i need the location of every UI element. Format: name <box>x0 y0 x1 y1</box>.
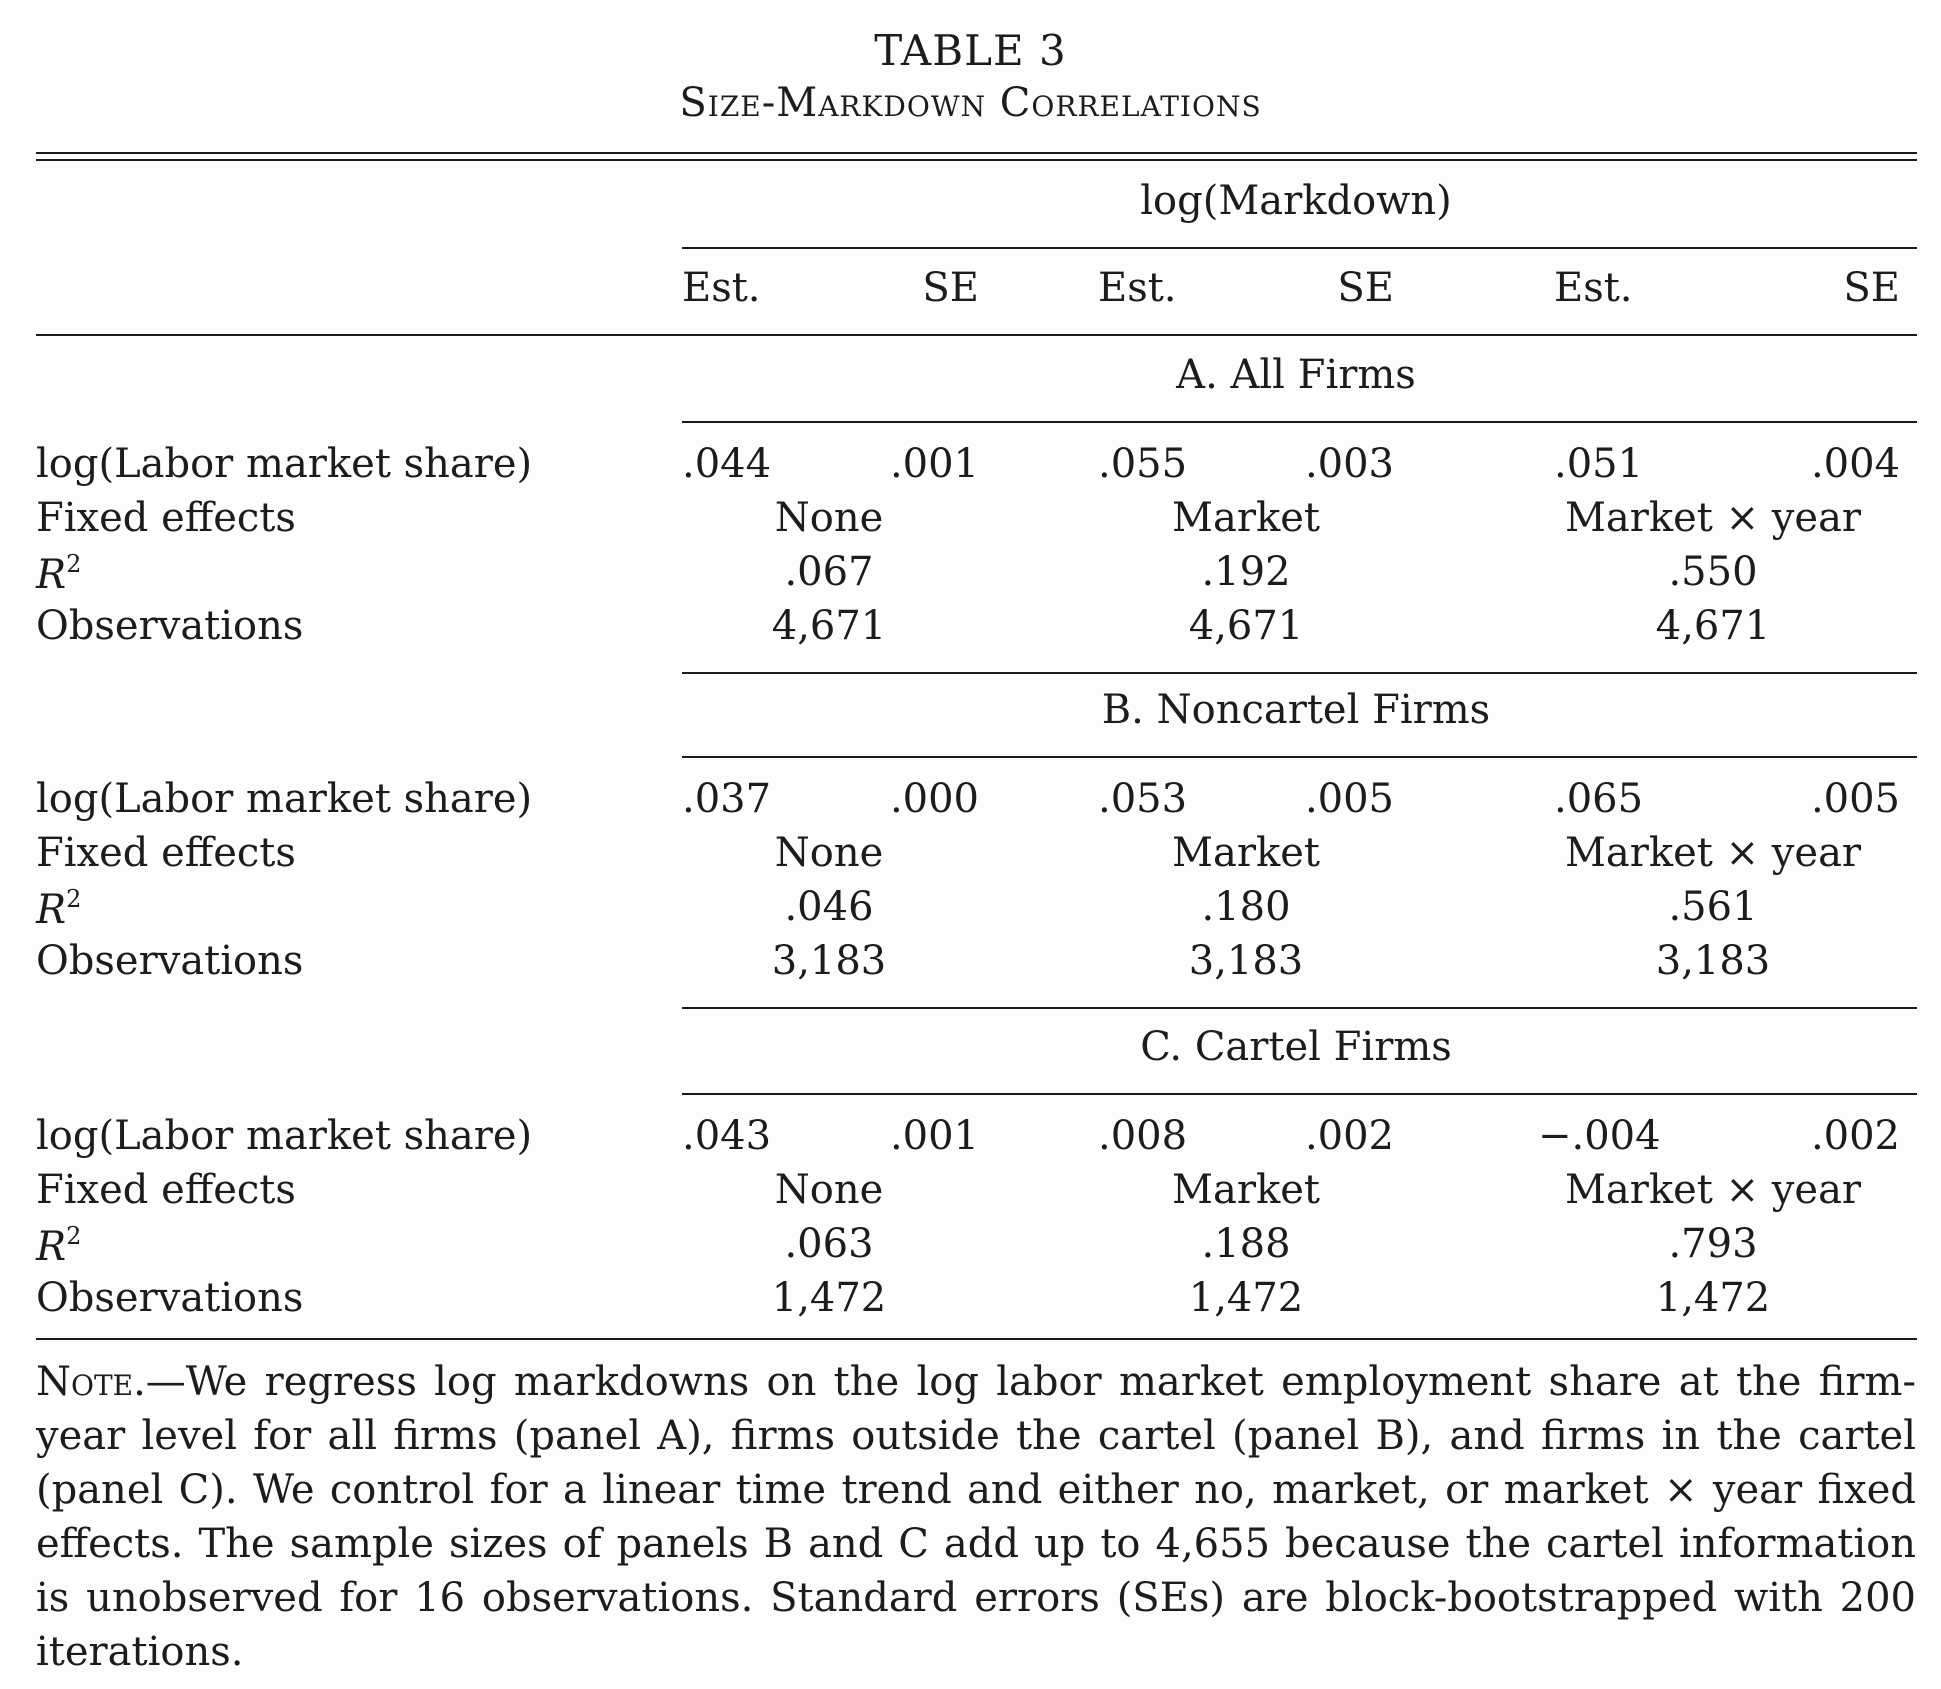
estimate-value: .051 <box>1554 441 1644 487</box>
estimate-value: .008 <box>1098 1113 1188 1159</box>
r-squared-value: .188 <box>1201 1221 1291 1267</box>
observations-value: 1,472 <box>771 1275 887 1321</box>
row-label-share: log(Labor market share) <box>36 776 533 822</box>
estimate-value: .043 <box>682 1113 772 1159</box>
panel-bottom-rule <box>682 672 1917 674</box>
top-rule-2 <box>36 159 1917 161</box>
standard-error-value: .001 <box>889 1113 979 1159</box>
r-squared-power: 2 <box>66 1222 82 1250</box>
observations-value: 1,472 <box>1655 1275 1771 1321</box>
estimate-value: −.004 <box>1538 1113 1661 1159</box>
row-label-observations: Observations <box>36 938 304 984</box>
fixed-effects-value: None <box>774 495 884 541</box>
header-bottom-rule <box>36 334 1917 336</box>
standard-error-value: .005 <box>1810 776 1900 822</box>
column-header-se: SE <box>922 265 979 311</box>
row-label-observations: Observations <box>36 1275 304 1321</box>
observations-value: 4,671 <box>1188 603 1304 649</box>
table-note <box>36 1355 1916 1679</box>
r-squared-value: .192 <box>1201 549 1291 595</box>
r-squared-value: .550 <box>1668 549 1758 595</box>
fixed-effects-value: Market × year <box>1564 830 1862 876</box>
panel-title-rule <box>682 1093 1917 1095</box>
dependent-variable-header: log(Markdown) <box>1140 178 1452 224</box>
estimate-value: .053 <box>1098 776 1188 822</box>
row-label-share: log(Labor market share) <box>36 1113 533 1159</box>
fixed-effects-value: Market <box>1172 1167 1320 1213</box>
estimate-value: .065 <box>1554 776 1644 822</box>
r-squared-letter: R <box>36 552 67 598</box>
standard-error-value: .003 <box>1304 441 1394 487</box>
r-squared-value: .063 <box>784 1221 874 1267</box>
column-header-est: Est. <box>1554 265 1633 311</box>
r-squared-value: .067 <box>784 549 874 595</box>
panel-bottom-rule <box>682 1007 1917 1009</box>
r-squared-power: 2 <box>66 885 82 913</box>
standard-error-value: .002 <box>1810 1113 1900 1159</box>
observations-value: 4,671 <box>1655 603 1771 649</box>
row-label-r-squared <box>36 1222 82 1270</box>
panel-title: C. Cartel Firms <box>1140 1024 1452 1070</box>
estimate-value: .037 <box>682 776 772 822</box>
r-squared-power: 2 <box>66 550 82 578</box>
row-label-r-squared <box>36 885 82 933</box>
r-squared-value: .180 <box>1201 884 1291 930</box>
column-header-se: SE <box>1843 265 1900 311</box>
panel-title: B. Noncartel Firms <box>1101 687 1491 733</box>
panel-title-rule <box>682 756 1917 758</box>
r-squared-letter: R <box>36 887 67 933</box>
row-label-observations: Observations <box>36 603 304 649</box>
fixed-effects-value: None <box>774 1167 884 1213</box>
row-label-share: log(Labor market share) <box>36 441 533 487</box>
fixed-effects-value: Market <box>1172 495 1320 541</box>
estimate-value: .055 <box>1098 441 1188 487</box>
r-squared-value: .561 <box>1668 884 1758 930</box>
column-header-est: Est. <box>682 265 761 311</box>
row-label-r-squared <box>36 550 82 598</box>
row-label-fixed-effects: Fixed effects <box>36 830 296 876</box>
top-rule-1 <box>36 152 1917 154</box>
r-squared-value: .793 <box>1668 1221 1758 1267</box>
fixed-effects-value: Market <box>1172 830 1320 876</box>
table-bottom-rule <box>36 1338 1917 1340</box>
r-squared-letter: R <box>36 1224 67 1270</box>
note-text: —We regress log markdowns on the log labor market employment share at the firm-year level for all firms (panel A), firms outside the cartel (panel B), and firms in the cartel (panel C). We control for a linear time trend and either no, market, or market × year fixed effects. The sample sizes of panels B and C add up to 4,655 because the cartel information is unobserved for 16 observations. Standard errors (SEs) are block-bootstrapped with 200 iterations. <box>36 1359 1916 1675</box>
standard-error-value: .001 <box>889 441 979 487</box>
header-underline <box>682 247 1917 249</box>
fixed-effects-value: Market × year <box>1564 1167 1862 1213</box>
table-number: TABLE 3 <box>874 26 1067 75</box>
observations-value: 3,183 <box>1655 938 1771 984</box>
fixed-effects-value: Market × year <box>1564 495 1862 541</box>
estimate-value: .044 <box>682 441 772 487</box>
note-label: Note. <box>36 1359 146 1405</box>
column-header-se: SE <box>1337 265 1394 311</box>
panel-title: A. All Firms <box>1176 352 1416 398</box>
table-title: Size-Markdown Correlations <box>679 80 1262 126</box>
observations-value: 4,671 <box>771 603 887 649</box>
observations-value: 3,183 <box>1188 938 1304 984</box>
fixed-effects-value: None <box>774 830 884 876</box>
observations-value: 3,183 <box>771 938 887 984</box>
panel-title-rule <box>682 421 1917 423</box>
row-label-fixed-effects: Fixed effects <box>36 1167 296 1213</box>
r-squared-value: .046 <box>784 884 874 930</box>
observations-value: 1,472 <box>1188 1275 1304 1321</box>
row-label-fixed-effects: Fixed effects <box>36 495 296 541</box>
standard-error-value: .004 <box>1810 441 1900 487</box>
standard-error-value: .000 <box>889 776 979 822</box>
standard-error-value: .002 <box>1304 1113 1394 1159</box>
column-header-est: Est. <box>1098 265 1177 311</box>
standard-error-value: .005 <box>1304 776 1394 822</box>
